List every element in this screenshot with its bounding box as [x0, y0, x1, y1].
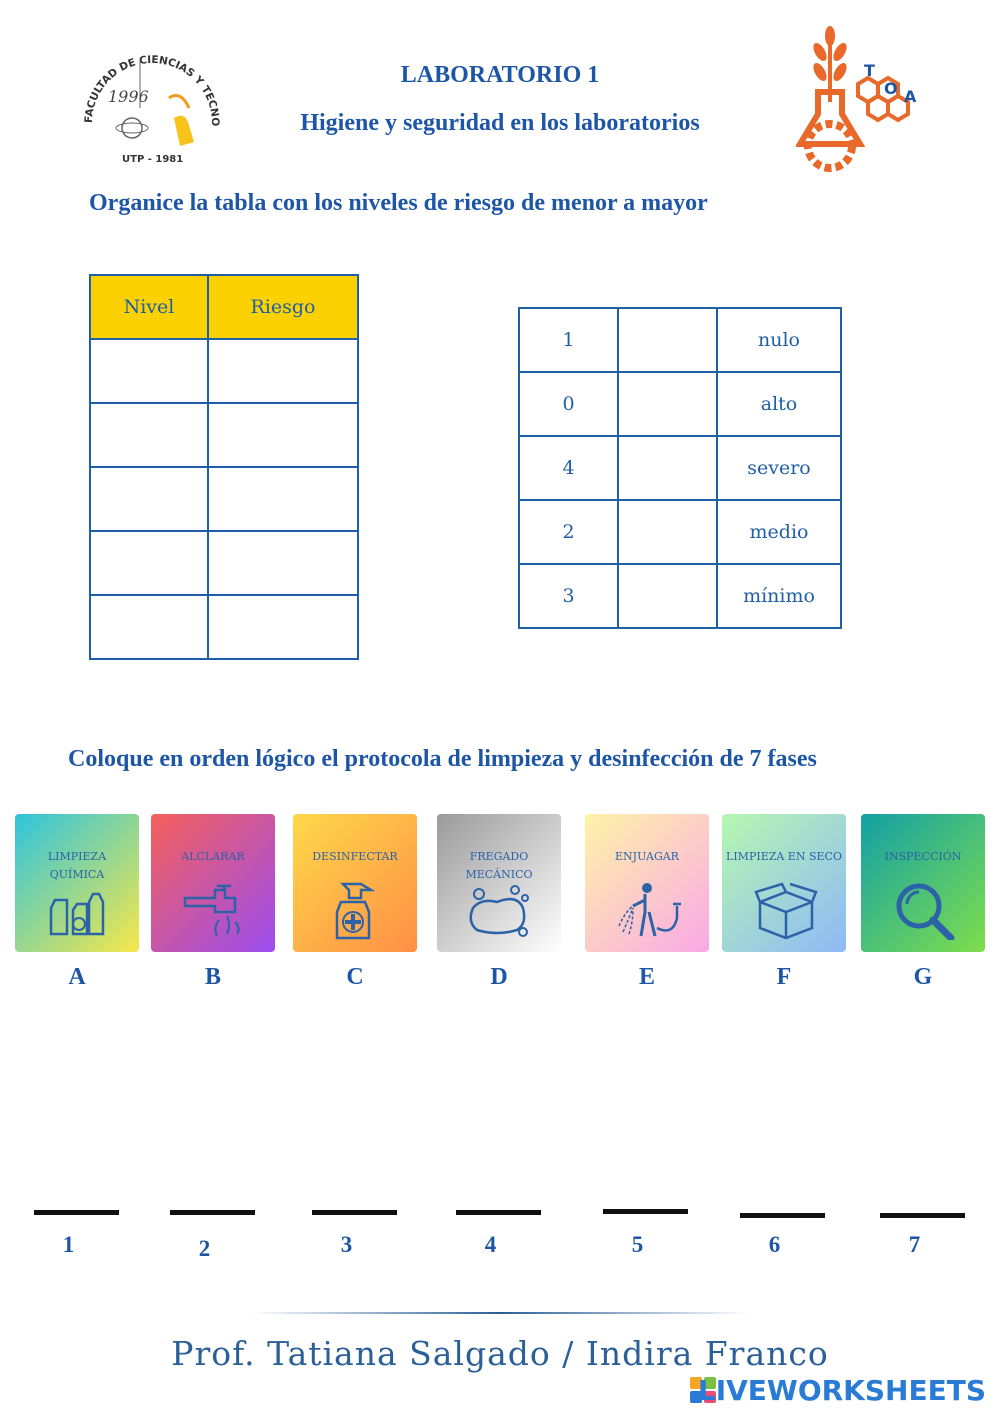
table-row	[90, 467, 358, 531]
nivel-input-cell[interactable]	[90, 403, 208, 467]
box-icon	[754, 880, 818, 940]
blank-cell[interactable]	[618, 372, 717, 436]
nivel-input-cell[interactable]	[90, 467, 208, 531]
nivel-input-cell[interactable]	[90, 595, 208, 659]
answer-blank[interactable]	[603, 1209, 688, 1214]
blank-cell[interactable]	[618, 500, 717, 564]
faucet-icon	[183, 880, 247, 940]
spray-bottle-icon	[325, 880, 389, 940]
reference-risk-table	[518, 307, 842, 629]
table-row	[90, 403, 358, 467]
card-letter: D	[490, 964, 508, 990]
card-label: INSPECCIÓN	[884, 850, 962, 863]
svg-text:A: A	[904, 87, 917, 106]
card-letter: F	[776, 964, 792, 990]
level-cell: 4	[519, 436, 618, 500]
card-letter: A	[68, 964, 86, 990]
svg-text:FACULTAD DE CIENCIAS Y TECNOLO: FACULTAD DE CIENCIAS Y TECNO	[82, 53, 222, 127]
card-label: ALCLARAR	[181, 850, 245, 863]
author-credit: Prof. Tatiana Salgado / Indira Franco	[171, 1334, 829, 1373]
answer-risk-table	[89, 274, 359, 660]
card-label: FREGADO MECÁNICO	[465, 850, 533, 881]
level-cell: 3	[519, 564, 618, 628]
protocol-card-f[interactable]	[722, 814, 846, 952]
faculty-logo	[74, 28, 224, 168]
answer-blank[interactable]	[456, 1210, 541, 1215]
card-label: LIMPIEZA EN SECO	[726, 850, 842, 863]
blank-cell[interactable]	[618, 436, 717, 500]
card-label: ENJUAGAR	[615, 850, 679, 863]
sponge-icon	[469, 880, 533, 940]
level-cell: 0	[519, 372, 618, 436]
chemical-bottles-icon	[47, 880, 111, 940]
risk-cell: nulo	[717, 308, 841, 372]
page-subtitle: Higiene y seguridad en los laboratorios	[300, 110, 700, 136]
table-row	[519, 564, 841, 628]
blank-cell[interactable]	[618, 564, 717, 628]
table-row	[519, 500, 841, 564]
risk-cell: mínimo	[717, 564, 841, 628]
answer-number: 5	[631, 1232, 644, 1257]
card-letter: C	[346, 964, 364, 990]
table-row	[519, 436, 841, 500]
table-row	[519, 372, 841, 436]
hose-person-icon	[617, 880, 681, 940]
risk-cell: medio	[717, 500, 841, 564]
riesgo-input-cell[interactable]	[208, 595, 358, 659]
table-row	[90, 339, 358, 403]
toa-logo	[796, 24, 926, 174]
header-riesgo: Riesgo	[208, 275, 358, 339]
answer-number: 2	[198, 1236, 211, 1261]
level-cell: 2	[519, 500, 618, 564]
answer-number: 1	[62, 1232, 75, 1257]
instruction-protocol: Coloque en orden lógico el protocola de limpieza y desinfección de 7 fases	[68, 746, 817, 772]
riesgo-input-cell[interactable]	[208, 403, 358, 467]
protocol-card-e[interactable]	[585, 814, 709, 952]
answer-blank[interactable]	[34, 1210, 119, 1215]
answer-blank[interactable]	[880, 1213, 965, 1218]
risk-cell: alto	[717, 372, 841, 436]
answer-number: 4	[484, 1232, 497, 1257]
answer-number: 6	[768, 1232, 781, 1257]
table-row	[90, 595, 358, 659]
svg-text:UTP - 1981: UTP - 1981	[122, 154, 184, 165]
riesgo-input-cell[interactable]	[208, 531, 358, 595]
answer-blank[interactable]	[312, 1210, 397, 1215]
answer-number: 7	[908, 1232, 921, 1257]
liveworksheets-brand: LIVEWORKSHEETS	[697, 1374, 986, 1407]
table-header-row	[90, 275, 358, 339]
answer-blank[interactable]	[740, 1213, 825, 1218]
protocol-card-a[interactable]	[15, 814, 139, 952]
svg-text:T: T	[864, 61, 875, 80]
protocol-card-g[interactable]	[861, 814, 985, 952]
page-title: LABORATORIO 1	[400, 62, 600, 88]
header-nivel: Nivel	[90, 275, 208, 339]
answer-blank[interactable]	[170, 1210, 255, 1215]
card-label: DESINFECTAR	[312, 850, 398, 863]
riesgo-input-cell[interactable]	[208, 467, 358, 531]
riesgo-input-cell[interactable]	[208, 339, 358, 403]
table-row	[90, 531, 358, 595]
risk-cell: severo	[717, 436, 841, 500]
answer-number: 3	[340, 1232, 353, 1257]
card-letter: B	[204, 964, 221, 990]
protocol-card-d[interactable]	[437, 814, 561, 952]
nivel-input-cell[interactable]	[90, 531, 208, 595]
table-row	[519, 308, 841, 372]
nivel-input-cell[interactable]	[90, 339, 208, 403]
card-letter: E	[638, 964, 655, 990]
protocol-card-b[interactable]	[151, 814, 275, 952]
protocol-card-c[interactable]	[293, 814, 417, 952]
svg-text:1996: 1996	[108, 87, 149, 106]
blank-cell[interactable]	[618, 308, 717, 372]
card-letter: G	[913, 964, 933, 990]
footer-divider	[250, 1312, 750, 1314]
instruction-risk-table: Organice la tabla con los niveles de riesgo de menor a mayor	[89, 190, 708, 216]
level-cell: 1	[519, 308, 618, 372]
card-label: LIMPIEZA QUÍMICA	[47, 850, 107, 881]
magnifier-icon	[893, 880, 957, 940]
svg-text:O: O	[884, 79, 898, 98]
